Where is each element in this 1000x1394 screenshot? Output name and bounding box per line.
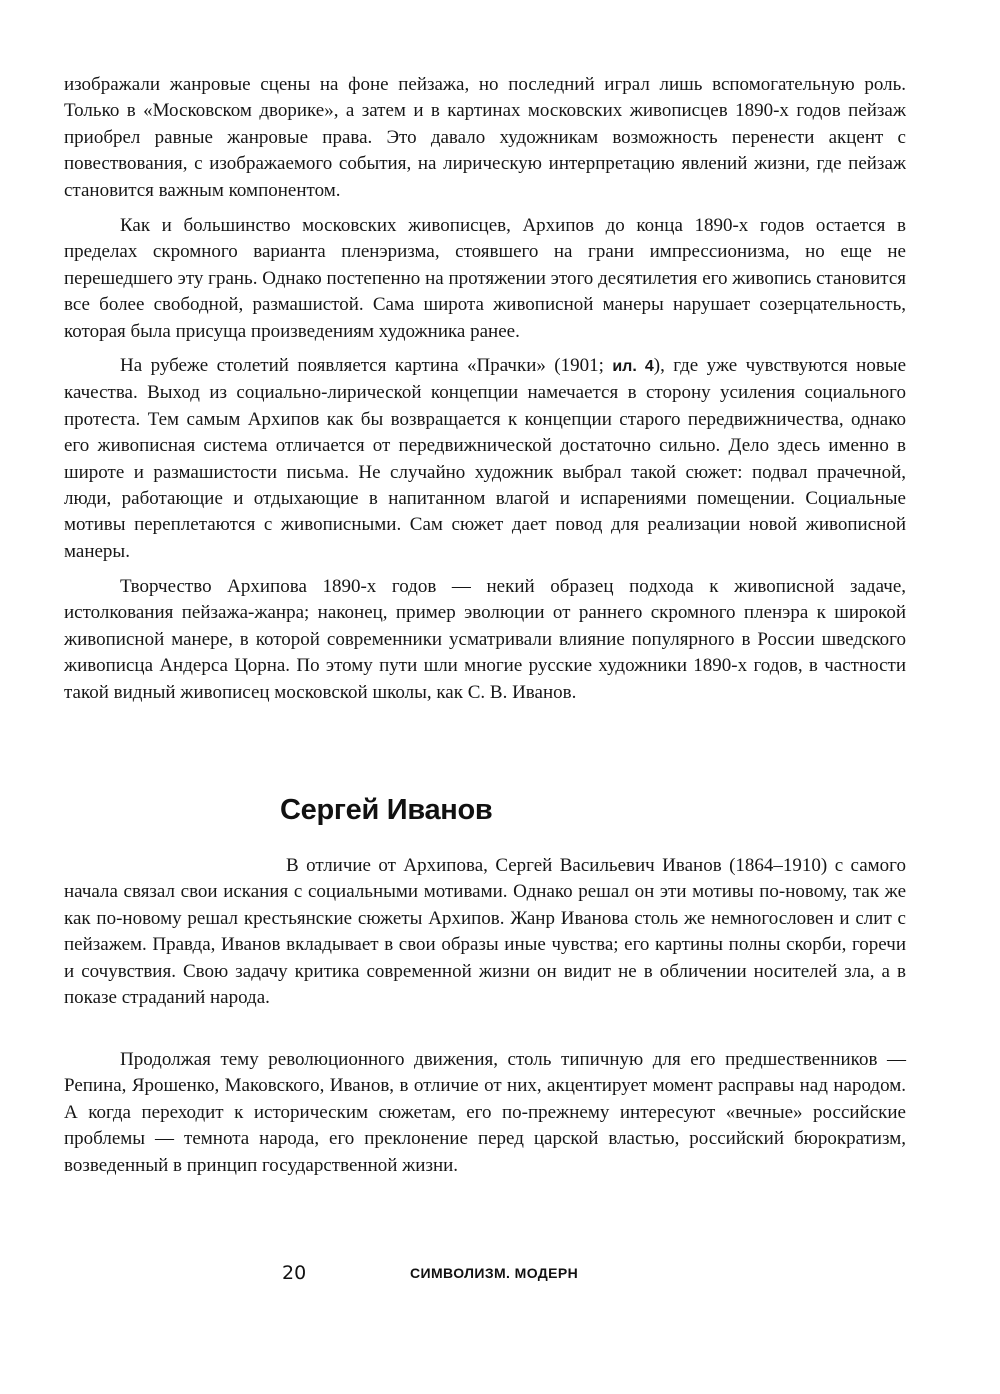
paragraph-landscape-genre: изображали жанровые сцены на фоне пейзажа, но последний играл лишь вспомогательную роль. Только в «Московском дворике», а затем и в картинах московских живописцев 1890-х годов пейзаж приобрел равные жанровые права. Это давало художникам возможность перенести акцент с повествования, с изображаемого события, на лирическую интерпретацию явлений жизни, где пейзаж становится важным компонентом. xyxy=(64,74,906,201)
page-number: 20 xyxy=(282,1262,307,1284)
paragraph-arkhipov-plein-air: Как и большинство московских живописцев, Архипов до конца 1890-х годов остается в пределах скромного варианта пленэризма, стоявшего на грани импрессионизма, но еще не перешедшего эту грань. Однако постепенно на протяжении этого десятилетия его живопись становится все более свободной, размашистой. Сама широта живописной манеры нарушает созерцательность, которая была присуща произведениям художника ранее. xyxy=(64,215,906,342)
paragraph-ivanov-themes: Продолжая тему революционного движения, столь типичную для его предшественников — Репина, Ярошенко, Маковского, Иванов, в отличие от них, акцентирует момент расправы над народом. А когда переходит к историческим сюжетам, его по-прежнему интересуют «вечные» российские проблемы — темнота народа, его преклонение перед царской властью, российский бюрократизм, возведенный в принцип государственной жизни. xyxy=(64,1049,906,1176)
paragraph-text-before-ref: На рубеже столетий появляется картина «Прачки» (1901; xyxy=(120,355,613,376)
paragraph-text-after-ref: ), где уже чувствуются новые качества. Выход из социально-лирической концепции намечается в сторону усиления социального протеста. Тем самым Архипов как бы возвращается к концепции старого передвижничества, однако его живописная система отличается от передвижнической достаточно сильно. Дело здесь именно в широте и размашистости письма. Не случайно художник выбрал такой сюжет: подвал прачечной, люди, работающие и отдыхающие в напитанном влагой и испарениями помещении. Социальные мотивы переплетаются с живописными. Сам сюжет дает повод для реализации новой живописной манеры. xyxy=(64,355,906,562)
paragraph-ivanov-intro: В отличие от Архипова, Сергей Васильевич Иванов (1864–1910) с самого начала связал свои искания с социальными мотивами. Однако решал он эти мотивы по-новому, так же как по-новому решал крестьянские сюжеты Архипов. Жанр Иванова столь же немногословен и слит с пейзажем. Правда, Иванов вкладывает в свои образы иные чувства; его картины полны скорби, горечи и сочувствия. Свою задачу критика современной жизни он видит не в обличении носителей зла, а в показе страданий народа. xyxy=(64,855,906,1009)
section-heading: Сергей Иванов xyxy=(280,794,493,826)
paragraph-washerwomen xyxy=(64,353,906,565)
paragraph-arkhipov-1890s: Творчество Архипова 1890-х годов — некий образец подхода к живописной задаче, истолкования пейзажа-жанра; наконец, пример эволюции от раннего скромного пленэра к широкой живописной манере, в которой современники усматривали влияние популярного в России шведского живописца Андерса Цорна. По этому пути шли многие русские художники 1890-х годов, в частности такой видный живописец московской школы, как С. В. Иванов. xyxy=(64,576,906,703)
running-head: СИМВОЛИЗМ. МОДЕРН xyxy=(410,1265,579,1281)
illustration-reference: ил. 4 xyxy=(612,358,654,375)
